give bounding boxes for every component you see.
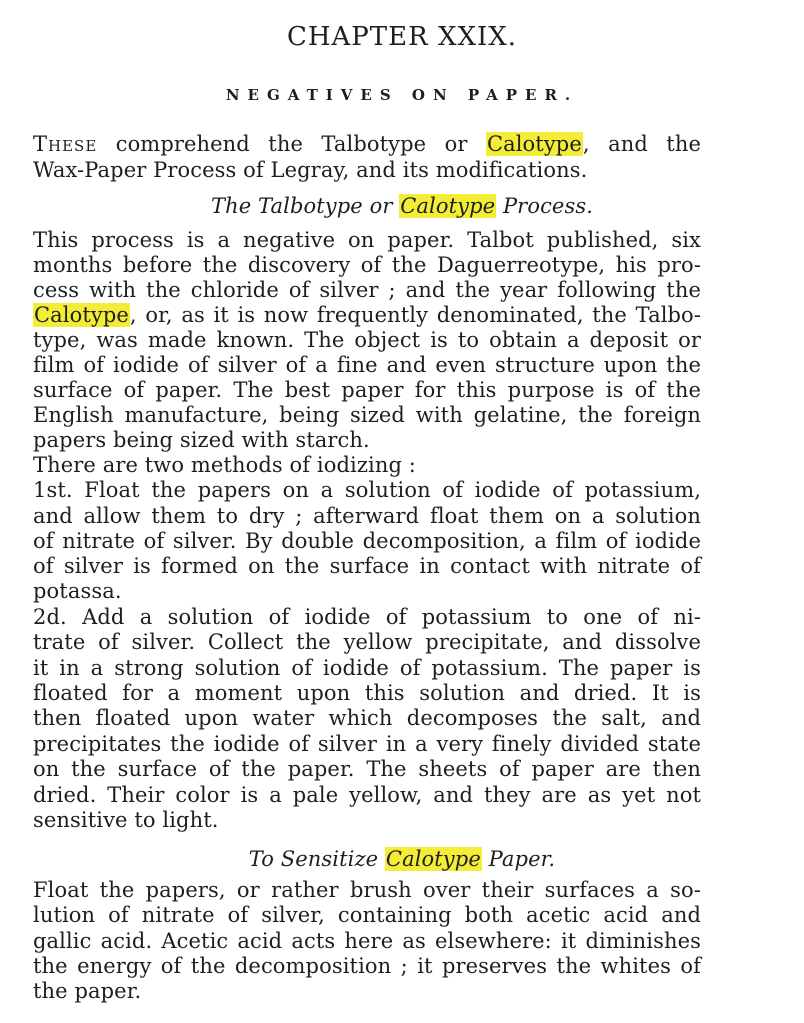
- search-highlight: Calotype: [400, 194, 496, 218]
- paragraph-line: 1st. Float the papers on a solution of iodide of potassium,: [33, 478, 701, 502]
- heading-sensitize: [0, 846, 804, 872]
- paragraph-line: precipitates the iodide of silver in a very finely divided state: [33, 732, 701, 756]
- paragraph-line: gallic acid. Acetic acid acts here as elsewhere: it diminishes: [33, 929, 701, 953]
- paragraph-line: potassa.: [33, 579, 122, 603]
- paragraph-line: the paper.: [33, 979, 142, 1003]
- paragraph-line: surface of paper. The best paper for this purpose is of the: [33, 378, 701, 402]
- intro-line-1: [33, 131, 701, 157]
- paragraph-line: and allow them to dry ; afterward float them on a solution: [33, 504, 701, 528]
- heading-talbotype: [0, 193, 804, 219]
- search-highlight: Calotype: [34, 303, 129, 327]
- paragraph-line: This process is a negative on paper. Talbot published, six: [33, 228, 701, 252]
- paragraph-line: trate of silver. Collect the yellow precipitate, and dissolve: [33, 630, 701, 654]
- paragraph-line: papers being sized with starch.: [33, 428, 370, 452]
- paragraph-line: of silver is formed on the surface in contact with nitrate of: [33, 554, 701, 578]
- paragraph-line: on the surface of the paper. The sheets of paper are then: [33, 757, 701, 781]
- paragraph-line: months before the discovery of the Daguerreotype, his pro-: [33, 253, 701, 277]
- paragraph-line: then floated upon water which decomposes the salt, and: [33, 706, 701, 730]
- search-highlight: Calotype: [486, 132, 582, 156]
- paragraph-line: lution of nitrate of silver, containing both acetic acid and: [33, 903, 701, 927]
- chapter-title: CHAPTER XXIX.: [286, 22, 518, 52]
- heading-text: The Talbotype or: [211, 194, 393, 218]
- paragraph-line: film of iodide of silver of a fine and even structure upon the: [33, 353, 701, 377]
- paragraph-line: of nitrate of silver. By double decomposition, a film of iodide: [33, 529, 701, 553]
- paragraph-line: floated for a moment upon this solution and dried. It is: [33, 681, 701, 705]
- heading-text: Process.: [502, 194, 593, 218]
- heading-text: To Sensitize: [248, 847, 379, 871]
- intro-text: , and the: [582, 132, 701, 156]
- paragraph-line: sensitive to light.: [33, 808, 219, 832]
- paragraph-line: Float the papers, or rather brush over their surfaces a so-: [33, 878, 701, 902]
- paragraph-line: cess with the chloride of silver ; and the year following the: [33, 278, 701, 302]
- intro-lead: These: [33, 132, 98, 156]
- section-title: NEGATIVES ON PAPER.: [225, 86, 579, 104]
- paragraph-line: dried. Their color is a pale yellow, and they are as yet not: [33, 783, 701, 807]
- paragraph-line: English manufacture, being sized with gelatine, the foreign: [33, 403, 701, 427]
- search-highlight: Calotype: [385, 847, 481, 871]
- paragraph-text: , or, as it is now frequently denominated, the Talbo-: [129, 303, 701, 327]
- heading-text: Paper.: [488, 847, 556, 871]
- paragraph-line: it in a strong solution of iodide of potassium. The paper is: [33, 656, 701, 680]
- intro-text: comprehend the Talbotype or: [115, 132, 468, 156]
- paragraph-line: 2d. Add a solution of iodide of potassium to one of ni-: [33, 605, 701, 629]
- paragraph-line: the energy of the decomposition ; it preserves the whites of: [33, 954, 701, 978]
- paragraph-line: [33, 302, 701, 328]
- methods-intro: There are two methods of iodizing :: [33, 453, 416, 477]
- paragraph-line: type, was made known. The object is to obtain a deposit or: [33, 328, 701, 352]
- intro-line-2: Wax-Paper Process of Legray, and its modifications.: [33, 158, 588, 182]
